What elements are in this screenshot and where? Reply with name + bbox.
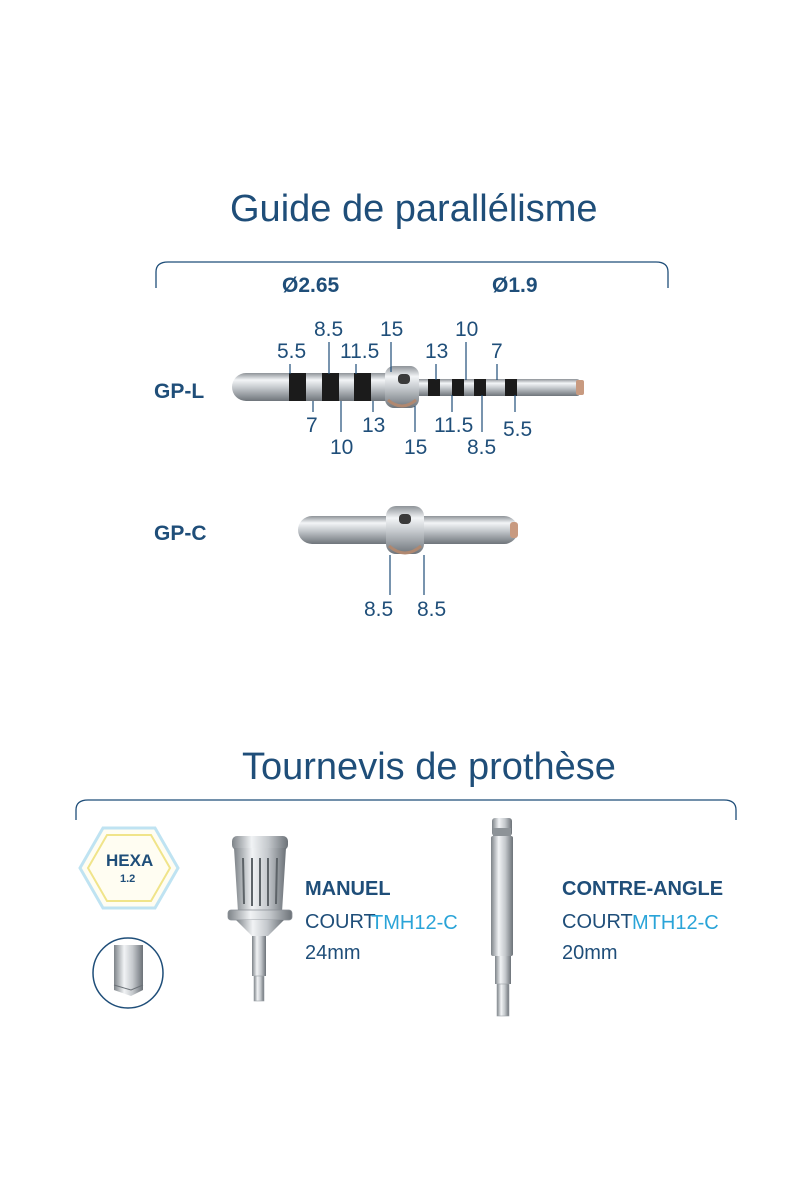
diameter-left: Ø2.65: [282, 274, 340, 297]
gp-l-top-label: 11.5: [340, 340, 380, 363]
gp-l-bottom-label: 8.5: [467, 436, 497, 459]
section-title-parallelisme: Guide de parallélisme: [230, 188, 598, 230]
section-title-tournevis: Tournevis de prothèse: [242, 746, 616, 788]
gp-l-top-label: 5.5: [277, 340, 307, 363]
diameter-right: Ø1.9: [492, 274, 538, 297]
gp-l-bottom-label: 10: [330, 436, 354, 459]
gp-l-label: GP-L: [154, 380, 205, 403]
manual-driver: [228, 836, 292, 1001]
gp-l-top-label: 7: [491, 340, 503, 363]
hex-tip-icon: [93, 938, 163, 1008]
hexa-size: 1.2: [120, 873, 136, 885]
gp-l-bottom-label: 15: [404, 436, 428, 459]
contre-angle-length: 20mm: [562, 942, 618, 964]
gp-l-bottom-label: 5.5: [503, 418, 533, 441]
contra-angle-driver: [491, 818, 513, 1016]
contre-angle-code: MTH12-C: [632, 912, 719, 934]
bracket-tournevis: [76, 800, 736, 820]
gp-l-top-label: 13: [425, 340, 449, 363]
gp-c-left-label: 8.5: [364, 598, 394, 621]
gp-c-right-label: 8.5: [417, 598, 447, 621]
gp-l-bottom-label: 13: [362, 414, 386, 437]
contre-angle-type: COURT: [562, 911, 633, 933]
manuel-length: 24mm: [305, 942, 361, 964]
contre-angle-title: CONTRE-ANGLE: [562, 878, 724, 900]
hexa-label: HEXA: [106, 851, 154, 870]
gp-c-label: GP-C: [154, 522, 207, 545]
gp-l-top-label: 10: [455, 318, 479, 341]
gp-l-top-label: 15: [380, 318, 404, 341]
gp-l-bottom-label: 7: [306, 414, 318, 437]
gp-l-top-label: 8.5: [314, 318, 344, 341]
manuel-type: COURT: [305, 911, 376, 933]
manuel-title: MANUEL: [305, 878, 391, 900]
gp-l-bottom-label: 11.5: [434, 414, 474, 437]
bracket-parallelisme: [156, 262, 668, 288]
manuel-code: TMH12-C: [371, 912, 458, 934]
gp-c-instrument: [298, 506, 518, 595]
